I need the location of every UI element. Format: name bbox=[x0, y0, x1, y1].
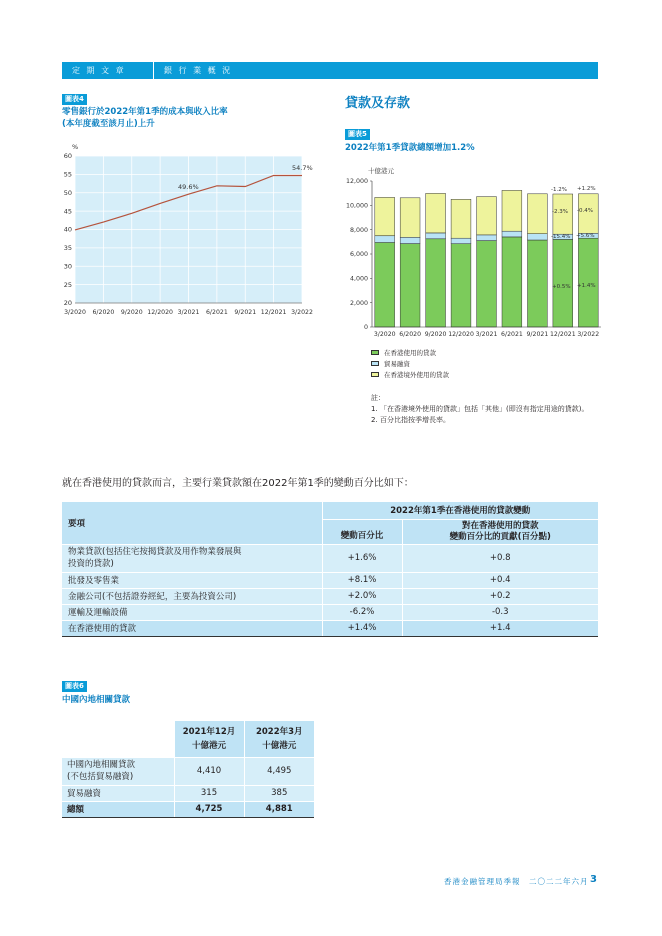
chart4-annotation-54: 54.7% bbox=[292, 164, 313, 172]
row-pct: +1.6% bbox=[322, 544, 402, 572]
table-row bbox=[62, 757, 314, 785]
bar-segment bbox=[400, 198, 420, 238]
bar-segment bbox=[400, 237, 420, 243]
y-tick-label: 10,000 bbox=[345, 202, 368, 210]
x-tick-label: 6/2021 bbox=[205, 309, 228, 316]
bar-segment bbox=[502, 237, 522, 327]
table-total-row bbox=[62, 620, 598, 636]
legend-item bbox=[371, 369, 449, 380]
row-v2: 385 bbox=[244, 785, 314, 801]
chart4-annotation-49: 49.6% bbox=[178, 183, 199, 191]
y-tick-label: 35 bbox=[63, 244, 72, 253]
note-text: 「在香港境外使用的貸款」包括「其他」(即沒有指定用途的貸款)。 bbox=[380, 405, 589, 413]
table-row bbox=[62, 572, 598, 588]
row-item: 金融公司(不包括證券經紀，主要為投資公司) bbox=[62, 588, 322, 604]
chart4-title-line1: 零售銀行於2022年第1季的成本與收入比率 bbox=[62, 107, 228, 117]
ann-inside-1: +0.5% bbox=[552, 284, 571, 290]
total-item: 在香港使用的貸款 bbox=[62, 620, 322, 636]
x-tick-label: 12/2021 bbox=[549, 331, 576, 338]
y-tick-label: 45 bbox=[63, 207, 72, 216]
total-pct: +1.4% bbox=[322, 620, 402, 636]
col-item-header: 要項 bbox=[62, 502, 322, 544]
row-label-line2: (不包括貿易融資) bbox=[67, 772, 134, 782]
y-tick-label: 60 bbox=[63, 152, 72, 161]
legend-item bbox=[371, 347, 449, 358]
legend-swatch bbox=[371, 361, 379, 366]
cost-income-line-chart bbox=[56, 140, 326, 322]
section-title: 貸款及存款 bbox=[345, 96, 411, 111]
group-header: 2022年第1季在香港使用的貸款變動 bbox=[322, 502, 598, 519]
col-pct-header: 變動百分比 bbox=[322, 519, 402, 544]
bar-segment bbox=[477, 235, 497, 241]
bar-segment bbox=[502, 190, 522, 231]
table2-col1-header bbox=[174, 721, 244, 757]
chart4-tag: 圖表4 bbox=[62, 94, 87, 105]
x-tick-label: 3/2022 bbox=[291, 309, 313, 316]
y-tick-label: 8,000 bbox=[349, 226, 368, 234]
note-item bbox=[371, 404, 611, 415]
footer-publication: 香港金融管理局季報 二〇二二年六月 bbox=[444, 877, 589, 886]
section-label: 定 期 文 章 bbox=[62, 62, 154, 79]
table2-corner bbox=[62, 721, 174, 757]
table-total-row bbox=[62, 801, 314, 817]
legend-item bbox=[371, 358, 449, 369]
bar-segment bbox=[502, 231, 522, 237]
bar-segment bbox=[400, 244, 420, 327]
x-tick-label: 12/2021 bbox=[260, 309, 287, 316]
table2-tag: 圖表6 bbox=[62, 681, 87, 692]
row-item-line2: 投資的貸款) bbox=[68, 559, 114, 569]
bar-segment bbox=[426, 239, 446, 327]
row-contrib: +0.2 bbox=[402, 588, 598, 604]
row-label bbox=[62, 757, 174, 785]
y-tick-label: 4,000 bbox=[349, 275, 368, 283]
y-tick-label: 25 bbox=[63, 280, 72, 289]
chart4-title-line2: (本年度截至該月止)上升 bbox=[62, 119, 155, 129]
loan-changes-table bbox=[62, 502, 598, 637]
note-number: 1. bbox=[371, 405, 378, 413]
page-number: 3 bbox=[590, 874, 597, 885]
x-tick-label: 3/2021 bbox=[177, 309, 200, 316]
note-number: 2. bbox=[371, 416, 378, 424]
topic-label: 銀 行 業 概 況 bbox=[164, 66, 233, 75]
x-tick-label: 3/2021 bbox=[475, 331, 498, 338]
chart5-tag: 圖表5 bbox=[345, 129, 370, 140]
row-pct: +2.0% bbox=[322, 588, 402, 604]
row-v1: 315 bbox=[174, 785, 244, 801]
bar-segment bbox=[375, 242, 395, 327]
lead-sentence: 就在香港使用的貸款而言，主要行業貸款額在2022年第1季的變動百分比如下： bbox=[62, 478, 414, 489]
chart5-legend bbox=[371, 347, 449, 380]
bar-segment bbox=[451, 199, 471, 238]
y-tick-label: 50 bbox=[63, 188, 72, 197]
row-pct: +8.1% bbox=[322, 572, 402, 588]
table-row bbox=[62, 588, 598, 604]
bar-segment bbox=[477, 241, 497, 327]
row-pct: -6.2% bbox=[322, 604, 402, 620]
col-contrib-header bbox=[402, 519, 598, 544]
y-tick-label: 0 bbox=[363, 324, 368, 332]
legend-label: 在香港使用的貸款 bbox=[384, 349, 436, 357]
chart4-ylabel: % bbox=[72, 143, 79, 151]
total-label: 總額 bbox=[62, 801, 174, 817]
row-contrib: +0.4 bbox=[402, 572, 598, 588]
col2-header-line1: 2022年3月 bbox=[255, 726, 303, 737]
bar-segment bbox=[451, 244, 471, 327]
table2-col2-header bbox=[244, 721, 314, 757]
table-row bbox=[62, 785, 314, 801]
row-item-line1: 物業貸款(包括住宅按揭貸款及用作物業發展與 bbox=[68, 547, 242, 557]
x-tick-label: 9/2021 bbox=[234, 309, 257, 316]
table-row bbox=[62, 544, 598, 572]
bar-segment bbox=[375, 236, 395, 243]
total-v1: 4,725 bbox=[174, 801, 244, 817]
loans-stacked-bar-chart bbox=[340, 160, 605, 344]
x-tick-label: 9/2020 bbox=[120, 309, 143, 316]
bar-segment bbox=[477, 197, 497, 235]
bar-segment bbox=[375, 197, 395, 235]
col1-header-line1: 2021年12月 bbox=[182, 726, 236, 737]
notes-label: 註： bbox=[371, 394, 385, 402]
ann-outside-2: -0.4% bbox=[577, 208, 593, 214]
row-item: 批發及零售業 bbox=[62, 572, 322, 588]
x-tick-label: 3/2020 bbox=[64, 309, 86, 316]
col2-header-line2: 十億港元 bbox=[262, 740, 297, 751]
x-tick-label: 6/2020 bbox=[399, 331, 422, 338]
x-tick-label: 9/2021 bbox=[526, 331, 549, 338]
col-contrib-line2: 變動百分比的貢獻(百分點) bbox=[449, 531, 551, 542]
ann-top-2: +1.2% bbox=[577, 186, 596, 192]
chart5-notes bbox=[371, 393, 611, 426]
legend-label: 在香港境外使用的貸款 bbox=[384, 371, 449, 379]
ann-inside-2: +1.4% bbox=[577, 283, 596, 289]
x-tick-label: 12/2020 bbox=[448, 331, 474, 338]
ann-trade-2: +5.6% bbox=[576, 233, 595, 239]
row-item bbox=[62, 544, 322, 572]
x-tick-label: 6/2020 bbox=[92, 309, 115, 316]
y-tick-label: 2,000 bbox=[349, 299, 368, 307]
bar-segment bbox=[426, 233, 446, 239]
chart5-title: 2022年第1季貸款總額增加1.2% bbox=[345, 143, 475, 153]
y-tick-label: 55 bbox=[63, 170, 72, 179]
y-tick-label: 40 bbox=[63, 225, 72, 234]
col1-header-line2: 十億港元 bbox=[191, 740, 226, 751]
row-label-line1: 中國內地相關貸款 bbox=[67, 760, 136, 770]
legend-label: 貿易融資 bbox=[384, 360, 410, 368]
x-tick-label: 6/2021 bbox=[501, 331, 523, 338]
bar-segment bbox=[528, 240, 548, 327]
ann-top-1: -1.2% bbox=[551, 187, 567, 193]
total-contrib: +1.4 bbox=[402, 620, 598, 636]
row-v1: 4,410 bbox=[174, 757, 244, 785]
row-item: 運輸及運輸設備 bbox=[62, 604, 322, 620]
x-tick-label: 3/2020 bbox=[373, 331, 396, 338]
row-contrib: +0.8 bbox=[402, 544, 598, 572]
row-contrib: -0.3 bbox=[402, 604, 598, 620]
y-tick-label: 12,000 bbox=[345, 178, 368, 186]
bar-segment bbox=[528, 234, 548, 240]
chart5-ylabel: 十億港元 bbox=[368, 167, 394, 175]
legend-swatch bbox=[371, 350, 379, 355]
legend-swatch bbox=[371, 372, 379, 377]
section-header-bar bbox=[62, 62, 598, 79]
ann-outside-1: -2.3% bbox=[552, 209, 568, 215]
col-contrib-line1: 對在香港使用的貸款 bbox=[461, 520, 539, 531]
x-tick-label: 9/2020 bbox=[424, 331, 447, 338]
y-tick-label: 6,000 bbox=[349, 251, 368, 259]
table2-title: 中國內地相關貸款 bbox=[62, 695, 131, 705]
y-tick-label: 30 bbox=[63, 262, 72, 271]
row-v2: 4,495 bbox=[244, 757, 314, 785]
row-label: 貿易融資 bbox=[62, 785, 174, 801]
bar-segment bbox=[528, 194, 548, 234]
table-row bbox=[62, 604, 598, 620]
mainland-loans-table bbox=[62, 721, 314, 818]
bar-segment bbox=[451, 238, 471, 244]
bar-segment bbox=[426, 193, 446, 233]
x-tick-label: 3/2022 bbox=[577, 331, 600, 338]
total-v2: 4,881 bbox=[244, 801, 314, 817]
x-tick-label: 12/2020 bbox=[147, 309, 173, 316]
note-text: 百分比指按季增長率。 bbox=[380, 416, 450, 424]
y-tick-label: 20 bbox=[63, 299, 72, 308]
ann-trade-1: -15.4% bbox=[551, 234, 571, 240]
note-item bbox=[371, 415, 611, 426]
